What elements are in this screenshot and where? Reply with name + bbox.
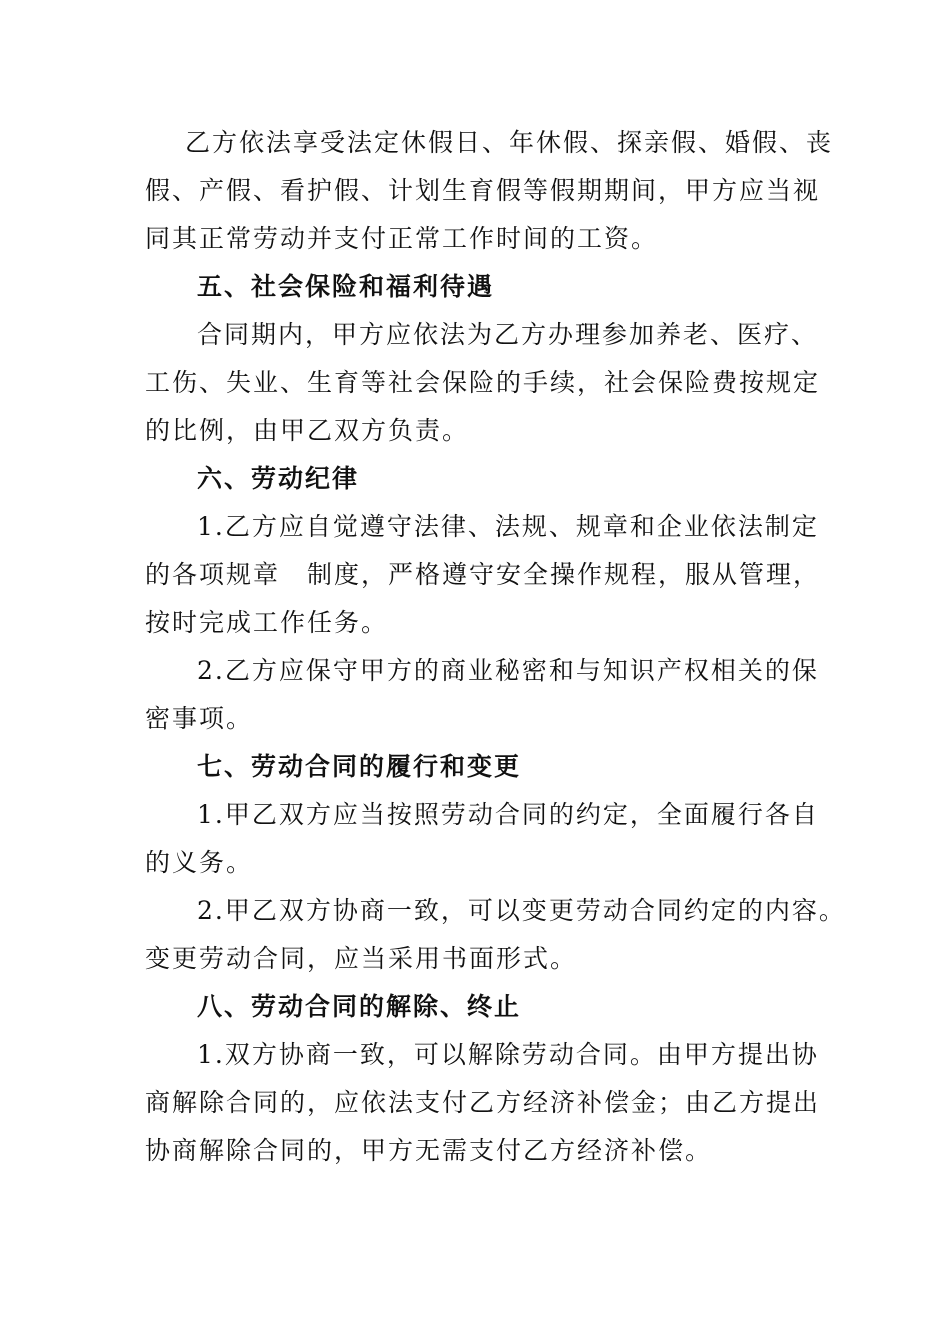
paragraph-line: 2.乙方应保守甲方的商业秘密和与知识产权相关的保	[197, 656, 819, 685]
heading-text: 八、劳动合同的解除、终止	[197, 992, 522, 1021]
paragraph-line: 1.双方协商一致，可以解除劳动合同。由甲方提出协	[197, 1040, 819, 1069]
paragraph-line: 按时完成工作任务。	[145, 608, 389, 637]
paragraph-line: 1.甲乙双方应当按照劳动合同的约定，全面履行各自	[197, 800, 819, 829]
paragraph-line: 商解除合同的，应依法支付乙方经济补偿金；由乙方提出	[145, 1088, 821, 1117]
heading-text: 六、劳动纪律	[197, 464, 360, 493]
paragraph-line: 乙方依法享受法定休假日、年休假、探亲假、婚假、丧	[185, 128, 834, 157]
section-heading	[145, 983, 825, 1031]
paragraph	[145, 119, 834, 263]
paragraph-line: 1.乙方应自觉遵守法律、法规、规章和企业依法制定	[197, 512, 819, 541]
paragraph	[145, 887, 846, 983]
paragraph	[145, 647, 825, 743]
paragraph-line: 的义务。	[145, 848, 254, 877]
paragraph	[145, 791, 825, 887]
paragraph-line: 的各项规章 制度，严格遵守安全操作规程，服从管理，	[145, 560, 821, 589]
paragraph	[145, 1031, 825, 1175]
paragraph	[145, 311, 825, 455]
paragraph-line: 的比例，由甲乙双方负责。	[145, 416, 470, 445]
paragraph	[145, 503, 825, 647]
section-heading	[145, 455, 825, 503]
paragraph-line: 2.甲乙双方协商一致，可以变更劳动合同约定的内容。	[197, 896, 846, 925]
paragraph-line: 同其正常劳动并支付正常工作时间的工资。	[145, 224, 659, 253]
paragraph-line: 假、产假、看护假、计划生育假等假期期间，甲方应当视	[145, 176, 821, 205]
paragraph-line: 工伤、失业、生育等社会保险的手续，社会保险费按规定	[145, 368, 821, 397]
heading-text: 五、社会保险和福利待遇	[197, 272, 495, 301]
paragraph-line: 变更劳动合同，应当采用书面形式。	[145, 944, 578, 973]
section-heading	[145, 263, 825, 311]
section-heading	[145, 743, 825, 791]
document-page	[145, 119, 846, 1175]
heading-text: 七、劳动合同的履行和变更	[197, 752, 522, 781]
paragraph-line: 合同期内，甲方应依法为乙方办理参加养老、医疗、	[197, 320, 819, 349]
paragraph-line: 协商解除合同的，甲方无需支付乙方经济补偿。	[145, 1136, 713, 1165]
paragraph-line: 密事项。	[145, 704, 254, 733]
